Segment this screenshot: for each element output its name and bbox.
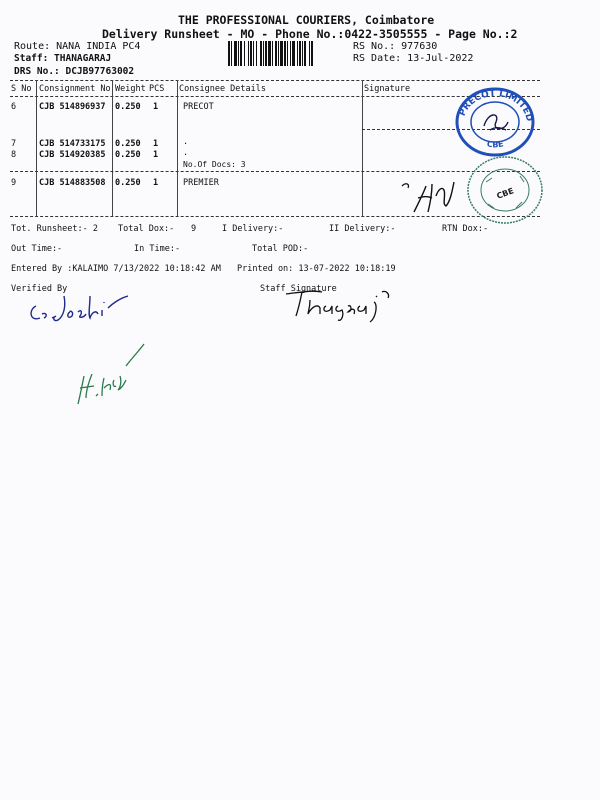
- entered-by: Entered By :KALAIMO 7/13/2022 10:18:42 AM: [11, 264, 221, 274]
- verified-signature: [24, 284, 134, 328]
- row-pcs: 1: [153, 139, 159, 149]
- rtn-dox: RTN Dox:-: [442, 224, 489, 234]
- row-consignment: CJB 514896937: [39, 102, 106, 112]
- total-pod: Total POD:-: [252, 244, 309, 254]
- row-weight: 0.250: [115, 178, 141, 188]
- staff-signature: [282, 284, 412, 324]
- drs-number: DRS No.: DCJB97763002: [14, 66, 135, 77]
- company-title: THE PROFESSIONAL COURIERS, Coimbatore: [178, 13, 435, 27]
- verified-by-label: Verified By: [11, 284, 68, 294]
- barcode-bar: [313, 41, 314, 66]
- in-time: In Time:-: [134, 244, 181, 254]
- row-consignee: PRECOT: [183, 102, 214, 112]
- rs-number: RS No.: 977630: [353, 41, 438, 52]
- barcode: [228, 41, 340, 66]
- row-pcs: 1: [153, 178, 159, 188]
- row-pcs: 1: [153, 150, 159, 160]
- row-pcs: 1: [153, 102, 159, 112]
- divider-bottom: [10, 216, 540, 217]
- tot-runsheet: Tot. Runsheet:- 2: [11, 224, 98, 234]
- row-consignment: CJB 514733175: [39, 139, 106, 149]
- row-sno: 7: [11, 139, 17, 149]
- svg-text:CBE: CBE: [495, 186, 515, 201]
- staff-label: Staff: THANAGARAJ: [14, 53, 112, 64]
- precot-stamp: [454, 86, 536, 158]
- row-consignment: CJB 514920385: [39, 150, 106, 160]
- col-line: [177, 80, 178, 216]
- green-initials: [70, 336, 150, 408]
- i-delivery: I Delivery:-: [222, 224, 284, 234]
- route-label: Route: NANA INDIA PC4: [14, 41, 141, 52]
- col-line: [362, 80, 363, 216]
- rs-date: RS Date: 13-Jul-2022: [353, 53, 474, 64]
- col-sno-header: S No: [11, 84, 32, 94]
- svg-text:PRECOT LIMITED: PRECOT LIMITED: [457, 88, 534, 123]
- row-sno: 9: [11, 178, 17, 188]
- row-sno: 6: [11, 102, 17, 112]
- divider-top: [10, 80, 540, 81]
- printed-on: Printed on: 13-07-2022 10:18:19: [237, 264, 396, 274]
- col-consignment-header: Consignment No: [39, 84, 111, 94]
- row-consignee: .: [183, 148, 189, 158]
- runsheet-subtitle: Delivery Runsheet - MO - Phone No.:0422-3505555 - Page No.:2: [102, 27, 518, 41]
- premier-stamp: [464, 152, 546, 226]
- total-dox-value: 9: [191, 224, 197, 234]
- col-line: [36, 80, 37, 216]
- total-dox-label: Total Dox:-: [118, 224, 175, 234]
- col-pcs-header: PCS: [149, 84, 165, 94]
- row-consignee: PREMIER: [183, 178, 219, 188]
- col-consignee-header: Consignee Details: [179, 84, 266, 94]
- row-weight: 0.250: [115, 102, 141, 112]
- ii-delivery: II Delivery:-: [329, 224, 396, 234]
- docs-count: No.Of Docs: 3: [183, 160, 246, 169]
- row-weight: 0.250: [115, 139, 141, 149]
- consignee-signature: [398, 172, 468, 216]
- col-line: [112, 80, 113, 216]
- out-time: Out Time:-: [11, 244, 63, 254]
- row-consignment: CJB 514883508: [39, 178, 106, 188]
- row-consignee: .: [183, 137, 189, 147]
- staff-signature-label: Staff Signature: [260, 284, 337, 294]
- row-weight: 0.250: [115, 150, 141, 160]
- row-sno: 8: [11, 150, 17, 160]
- col-weight-header: Weight: [115, 84, 146, 94]
- col-signature-header: Signature: [364, 84, 411, 94]
- svg-text:CBE: CBE: [486, 139, 505, 150]
